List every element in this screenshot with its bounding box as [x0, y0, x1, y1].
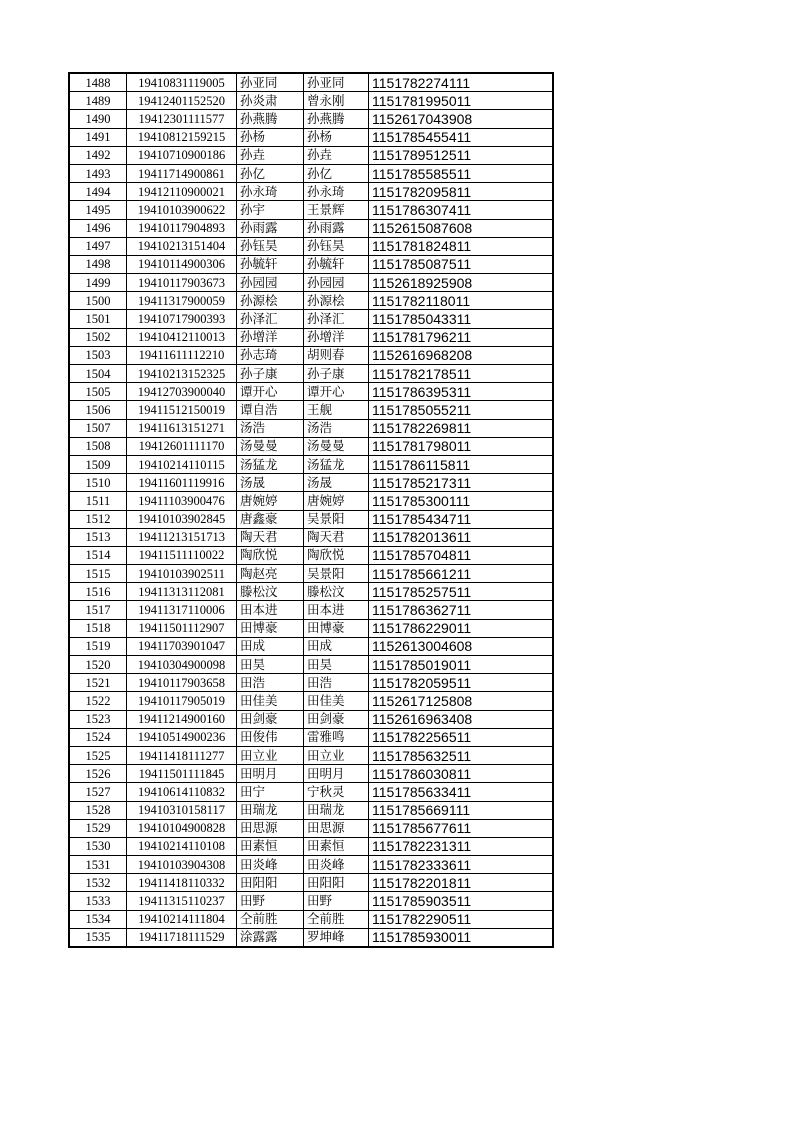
account-number-cell: 1151786115811: [369, 455, 554, 473]
account-number-cell: 1151781824811: [369, 237, 554, 255]
student-id-cell: 19410213151404: [127, 237, 237, 255]
row-number-cell: 1521: [69, 674, 127, 692]
account-holder-cell: 仝前胜: [304, 910, 369, 928]
student-id-cell: 19410412110013: [127, 328, 237, 346]
account-holder-cell: 陶天君: [304, 528, 369, 546]
table-row: [69, 692, 553, 710]
student-name-cell: 仝前胜: [237, 910, 304, 928]
row-number-cell: 1518: [69, 619, 127, 637]
account-number-cell: 1151785632511: [369, 746, 554, 764]
student-name-cell: 孙钰昊: [237, 237, 304, 255]
student-name-cell: 田成: [237, 637, 304, 655]
student-id-cell: 19412601111170: [127, 437, 237, 455]
table-row: [69, 474, 553, 492]
table-row: [69, 328, 553, 346]
table-row: [69, 801, 553, 819]
account-holder-cell: 孙毓轩: [304, 255, 369, 273]
row-number-cell: 1534: [69, 910, 127, 928]
row-number-cell: 1505: [69, 383, 127, 401]
account-holder-cell: 孙子康: [304, 365, 369, 383]
account-number-cell: 1151782095811: [369, 183, 554, 201]
table-row: [69, 674, 553, 692]
student-name-cell: 孙志琦: [237, 346, 304, 364]
account-number-cell: 1152616963408: [369, 710, 554, 728]
account-number-cell: 1151785455411: [369, 128, 554, 146]
account-holder-cell: 孙燕腾: [304, 110, 369, 128]
account-holder-cell: 田佳美: [304, 692, 369, 710]
student-name-cell: 田佳美: [237, 692, 304, 710]
table-row: [69, 255, 553, 273]
account-number-cell: 1151782201811: [369, 874, 554, 892]
table-row: [69, 619, 553, 637]
row-number-cell: 1500: [69, 292, 127, 310]
account-holder-cell: 吴景阳: [304, 565, 369, 583]
student-name-cell: 谭自浩: [237, 401, 304, 419]
account-holder-cell: 田野: [304, 892, 369, 910]
student-name-cell: 孙杨: [237, 128, 304, 146]
account-holder-cell: 雷雅鸣: [304, 728, 369, 746]
student-id-cell: 19411611112210: [127, 346, 237, 364]
account-holder-cell: 孙源桧: [304, 292, 369, 310]
account-number-cell: 1151781995011: [369, 92, 554, 110]
row-number-cell: 1510: [69, 474, 127, 492]
student-name-cell: 田昊: [237, 656, 304, 674]
row-number-cell: 1495: [69, 201, 127, 219]
row-number-cell: 1528: [69, 801, 127, 819]
row-number-cell: 1498: [69, 255, 127, 273]
table-row: [69, 565, 553, 583]
account-holder-cell: 罗坤峰: [304, 928, 369, 947]
student-id-cell: 19411103900476: [127, 492, 237, 510]
account-number-cell: 1151782118011: [369, 292, 554, 310]
account-number-cell: 1151786030811: [369, 765, 554, 783]
student-id-cell: 19411313112081: [127, 583, 237, 601]
student-id-cell: 19411501111845: [127, 765, 237, 783]
row-number-cell: 1513: [69, 528, 127, 546]
table-row: [69, 346, 553, 364]
account-holder-cell: 田素恒: [304, 837, 369, 855]
account-number-cell: 1151782333611: [369, 856, 554, 874]
table-row: [69, 437, 553, 455]
row-number-cell: 1493: [69, 164, 127, 182]
table-row: [69, 274, 553, 292]
account-number-cell: 1151782059511: [369, 674, 554, 692]
table-row: [69, 383, 553, 401]
account-number-cell: 1151785300111: [369, 492, 554, 510]
row-number-cell: 1533: [69, 892, 127, 910]
student-id-cell: 19412301111577: [127, 110, 237, 128]
table-row: [69, 710, 553, 728]
table-row: [69, 146, 553, 164]
account-holder-cell: 唐婉婷: [304, 492, 369, 510]
account-holder-cell: 汤猛龙: [304, 455, 369, 473]
row-number-cell: 1514: [69, 546, 127, 564]
table-row: [69, 110, 553, 128]
student-id-cell: 19410812159215: [127, 128, 237, 146]
account-number-cell: 1151782231311: [369, 837, 554, 855]
student-id-cell: 19411315110237: [127, 892, 237, 910]
account-number-cell: 1151781798011: [369, 437, 554, 455]
student-id-cell: 19410214110115: [127, 455, 237, 473]
student-name-cell: 田野: [237, 892, 304, 910]
student-name-cell: 田浩: [237, 674, 304, 692]
roster-table: [68, 72, 554, 948]
student-id-cell: 19410717900393: [127, 310, 237, 328]
account-holder-cell: 胡则春: [304, 346, 369, 364]
table-row: [69, 601, 553, 619]
student-id-cell: 19410831119005: [127, 73, 237, 92]
account-holder-cell: 曾永刚: [304, 92, 369, 110]
row-number-cell: 1497: [69, 237, 127, 255]
row-number-cell: 1516: [69, 583, 127, 601]
student-name-cell: 田阳阳: [237, 874, 304, 892]
student-id-cell: 19411214900160: [127, 710, 237, 728]
student-name-cell: 孙亚同: [237, 73, 304, 92]
row-number-cell: 1501: [69, 310, 127, 328]
table-row: [69, 546, 553, 564]
student-id-cell: 19410514900236: [127, 728, 237, 746]
table-row: [69, 583, 553, 601]
student-name-cell: 孙子康: [237, 365, 304, 383]
student-id-cell: 19411418111277: [127, 746, 237, 764]
student-name-cell: 田炎峰: [237, 856, 304, 874]
row-number-cell: 1526: [69, 765, 127, 783]
account-number-cell: 1151786395311: [369, 383, 554, 401]
student-name-cell: 孙垚: [237, 146, 304, 164]
student-id-cell: 19410310158117: [127, 801, 237, 819]
table-row: [69, 310, 553, 328]
row-number-cell: 1508: [69, 437, 127, 455]
row-number-cell: 1515: [69, 565, 127, 583]
table-row: [69, 183, 553, 201]
account-holder-cell: 汤浩: [304, 419, 369, 437]
table-row: [69, 401, 553, 419]
table-row: [69, 510, 553, 528]
account-number-cell: 1151785704811: [369, 546, 554, 564]
student-name-cell: 孙增洋: [237, 328, 304, 346]
account-holder-cell: 王舰: [304, 401, 369, 419]
table-row: [69, 164, 553, 182]
table-row: [69, 219, 553, 237]
student-id-cell: 19410104900828: [127, 819, 237, 837]
student-name-cell: 孙燕腾: [237, 110, 304, 128]
student-name-cell: 田瑞龙: [237, 801, 304, 819]
student-name-cell: 田明月: [237, 765, 304, 783]
student-id-cell: 19410614110832: [127, 783, 237, 801]
table-row: [69, 819, 553, 837]
account-holder-cell: 田剑豪: [304, 710, 369, 728]
account-number-cell: 1151782269811: [369, 419, 554, 437]
row-number-cell: 1506: [69, 401, 127, 419]
row-number-cell: 1529: [69, 819, 127, 837]
row-number-cell: 1488: [69, 73, 127, 92]
account-holder-cell: 谭开心: [304, 383, 369, 401]
account-holder-cell: 田瑞龙: [304, 801, 369, 819]
student-name-cell: 唐鑫豪: [237, 510, 304, 528]
student-id-cell: 19410214110108: [127, 837, 237, 855]
account-number-cell: 1151785633411: [369, 783, 554, 801]
account-number-cell: 1151786362711: [369, 601, 554, 619]
account-holder-cell: 田浩: [304, 674, 369, 692]
roster-table-body: [69, 73, 553, 947]
student-name-cell: 田立业: [237, 746, 304, 764]
account-number-cell: 1151785043311: [369, 310, 554, 328]
table-row: [69, 856, 553, 874]
account-holder-cell: 孙永琦: [304, 183, 369, 201]
student-id-cell: 19410103900622: [127, 201, 237, 219]
account-number-cell: 1151785055211: [369, 401, 554, 419]
account-number-cell: 1151785903511: [369, 892, 554, 910]
row-number-cell: 1489: [69, 92, 127, 110]
student-id-cell: 19410304900098: [127, 656, 237, 674]
row-number-cell: 1530: [69, 837, 127, 855]
row-number-cell: 1520: [69, 656, 127, 674]
table-row: [69, 365, 553, 383]
account-number-cell: 1151785434711: [369, 510, 554, 528]
account-number-cell: 1151786307411: [369, 201, 554, 219]
table-row: [69, 492, 553, 510]
account-holder-cell: 陶欣悦: [304, 546, 369, 564]
student-id-cell: 19411613151271: [127, 419, 237, 437]
student-name-cell: 孙源桧: [237, 292, 304, 310]
row-number-cell: 1527: [69, 783, 127, 801]
row-number-cell: 1502: [69, 328, 127, 346]
row-number-cell: 1523: [69, 710, 127, 728]
table-row: [69, 892, 553, 910]
student-id-cell: 19410117904893: [127, 219, 237, 237]
row-number-cell: 1522: [69, 692, 127, 710]
account-holder-cell: 宁秋灵: [304, 783, 369, 801]
student-id-cell: 19410213152325: [127, 365, 237, 383]
account-holder-cell: 田思源: [304, 819, 369, 837]
account-number-cell: 1152613004608: [369, 637, 554, 655]
account-number-cell: 1151785087511: [369, 255, 554, 273]
student-name-cell: 汤晟: [237, 474, 304, 492]
student-name-cell: 孙园园: [237, 274, 304, 292]
row-number-cell: 1504: [69, 365, 127, 383]
row-number-cell: 1519: [69, 637, 127, 655]
student-name-cell: 孙毓轩: [237, 255, 304, 273]
student-id-cell: 19411213151713: [127, 528, 237, 546]
account-number-cell: 1152617043908: [369, 110, 554, 128]
account-holder-cell: 孙亿: [304, 164, 369, 182]
row-number-cell: 1525: [69, 746, 127, 764]
table-row: [69, 783, 553, 801]
row-number-cell: 1503: [69, 346, 127, 364]
row-number-cell: 1524: [69, 728, 127, 746]
account-number-cell: 1151785930011: [369, 928, 554, 947]
account-holder-cell: 孙杨: [304, 128, 369, 146]
student-name-cell: 涂露露: [237, 928, 304, 947]
student-id-cell: 19412110900021: [127, 183, 237, 201]
student-id-cell: 19411512150019: [127, 401, 237, 419]
row-number-cell: 1531: [69, 856, 127, 874]
student-name-cell: 田思源: [237, 819, 304, 837]
account-holder-cell: 田炎峰: [304, 856, 369, 874]
student-name-cell: 田俊伟: [237, 728, 304, 746]
student-name-cell: 汤猛龙: [237, 455, 304, 473]
account-holder-cell: 田博豪: [304, 619, 369, 637]
student-name-cell: 田素恒: [237, 837, 304, 855]
student-name-cell: 陶赵亮: [237, 565, 304, 583]
student-id-cell: 19411317110006: [127, 601, 237, 619]
student-id-cell: 19412401152520: [127, 92, 237, 110]
table-row: [69, 237, 553, 255]
student-id-cell: 19411718111529: [127, 928, 237, 947]
student-name-cell: 孙炎肃: [237, 92, 304, 110]
account-number-cell: 1151785669111: [369, 801, 554, 819]
student-id-cell: 19410114900306: [127, 255, 237, 273]
student-name-cell: 孙雨露: [237, 219, 304, 237]
account-holder-cell: 孙园园: [304, 274, 369, 292]
student-name-cell: 滕松汶: [237, 583, 304, 601]
student-id-cell: 19410117903673: [127, 274, 237, 292]
student-name-cell: 孙亿: [237, 164, 304, 182]
account-holder-cell: 王景辉: [304, 201, 369, 219]
table-row: [69, 874, 553, 892]
row-number-cell: 1496: [69, 219, 127, 237]
account-number-cell: 1151785019011: [369, 656, 554, 674]
account-number-cell: 1151782013611: [369, 528, 554, 546]
account-number-cell: 1152618925908: [369, 274, 554, 292]
row-number-cell: 1532: [69, 874, 127, 892]
account-holder-cell: 汤晟: [304, 474, 369, 492]
account-holder-cell: 孙泽汇: [304, 310, 369, 328]
table-row: [69, 765, 553, 783]
account-holder-cell: 田本进: [304, 601, 369, 619]
student-id-cell: 19410103902845: [127, 510, 237, 528]
student-id-cell: 19410117905019: [127, 692, 237, 710]
account-holder-cell: 田明月: [304, 765, 369, 783]
account-number-cell: 1151782256511: [369, 728, 554, 746]
student-id-cell: 19411601119916: [127, 474, 237, 492]
table-row: [69, 656, 553, 674]
table-row: [69, 746, 553, 764]
account-number-cell: 1151782274111: [369, 73, 554, 92]
account-number-cell: 1152617125808: [369, 692, 554, 710]
row-number-cell: 1492: [69, 146, 127, 164]
student-id-cell: 19410214111804: [127, 910, 237, 928]
account-number-cell: 1152616968208: [369, 346, 554, 364]
student-id-cell: 19411703901047: [127, 637, 237, 655]
account-holder-cell: 田阳阳: [304, 874, 369, 892]
account-number-cell: 1151785257511: [369, 583, 554, 601]
table-row: [69, 201, 553, 219]
table-row: [69, 419, 553, 437]
table-row: [69, 92, 553, 110]
table-row: [69, 292, 553, 310]
row-number-cell: 1512: [69, 510, 127, 528]
student-name-cell: 孙宇: [237, 201, 304, 219]
row-number-cell: 1507: [69, 419, 127, 437]
account-holder-cell: 孙钰昊: [304, 237, 369, 255]
account-holder-cell: 滕松汶: [304, 583, 369, 601]
student-name-cell: 孙泽汇: [237, 310, 304, 328]
account-number-cell: 1151785677611: [369, 819, 554, 837]
account-holder-cell: 汤曼曼: [304, 437, 369, 455]
table-row: [69, 528, 553, 546]
row-number-cell: 1494: [69, 183, 127, 201]
row-number-cell: 1535: [69, 928, 127, 947]
table-row: [69, 928, 553, 947]
row-number-cell: 1517: [69, 601, 127, 619]
account-number-cell: 1151786229011: [369, 619, 554, 637]
table-row: [69, 728, 553, 746]
student-id-cell: 19411511110022: [127, 546, 237, 564]
student-id-cell: 19410103902511: [127, 565, 237, 583]
student-name-cell: 陶欣悦: [237, 546, 304, 564]
student-name-cell: 田剑豪: [237, 710, 304, 728]
account-number-cell: 1152615087608: [369, 219, 554, 237]
student-id-cell: 19411418110332: [127, 874, 237, 892]
account-number-cell: 1151785661211: [369, 565, 554, 583]
student-name-cell: 唐婉婷: [237, 492, 304, 510]
student-name-cell: 汤曼曼: [237, 437, 304, 455]
account-number-cell: 1151785585511: [369, 164, 554, 182]
student-name-cell: 田博豪: [237, 619, 304, 637]
account-holder-cell: 孙亚同: [304, 73, 369, 92]
student-id-cell: 19410710900186: [127, 146, 237, 164]
table-row: [69, 73, 553, 92]
student-id-cell: 19411317900059: [127, 292, 237, 310]
table-row: [69, 910, 553, 928]
student-name-cell: 陶天君: [237, 528, 304, 546]
student-name-cell: 孙永琦: [237, 183, 304, 201]
account-number-cell: 1151785217311: [369, 474, 554, 492]
table-row: [69, 637, 553, 655]
table-row: [69, 837, 553, 855]
student-id-cell: 19412703900040: [127, 383, 237, 401]
account-number-cell: 1151789512511: [369, 146, 554, 164]
account-holder-cell: 田成: [304, 637, 369, 655]
student-id-cell: 19410103904308: [127, 856, 237, 874]
table-row: [69, 128, 553, 146]
account-holder-cell: 孙增洋: [304, 328, 369, 346]
account-holder-cell: 田立业: [304, 746, 369, 764]
row-number-cell: 1490: [69, 110, 127, 128]
student-id-cell: 19411714900861: [127, 164, 237, 182]
account-holder-cell: 孙垚: [304, 146, 369, 164]
row-number-cell: 1509: [69, 455, 127, 473]
student-name-cell: 谭开心: [237, 383, 304, 401]
row-number-cell: 1511: [69, 492, 127, 510]
account-holder-cell: 田昊: [304, 656, 369, 674]
table-row: [69, 455, 553, 473]
account-number-cell: 1151781796211: [369, 328, 554, 346]
account-holder-cell: 吴景阳: [304, 510, 369, 528]
account-number-cell: 1151782178511: [369, 365, 554, 383]
account-number-cell: 1151782290511: [369, 910, 554, 928]
student-id-cell: 19410117903658: [127, 674, 237, 692]
student-name-cell: 田本进: [237, 601, 304, 619]
row-number-cell: 1499: [69, 274, 127, 292]
account-holder-cell: 孙雨露: [304, 219, 369, 237]
row-number-cell: 1491: [69, 128, 127, 146]
student-name-cell: 汤浩: [237, 419, 304, 437]
student-id-cell: 19411501112907: [127, 619, 237, 637]
student-name-cell: 田宁: [237, 783, 304, 801]
